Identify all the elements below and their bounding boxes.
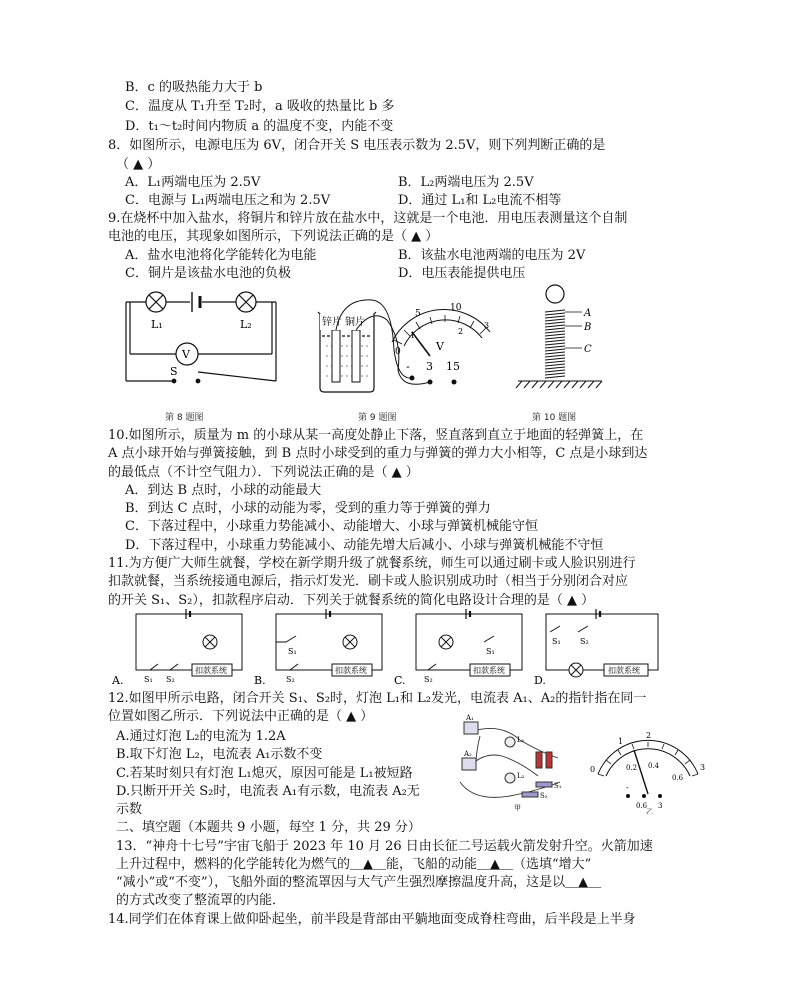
terminal-3: 3 <box>658 802 663 810</box>
dial-tick-5: 5 <box>415 309 421 319</box>
fig9-caption: 第 9 题图 <box>358 413 397 423</box>
battery-icon <box>192 292 200 312</box>
q9-option-d: D．电压表能提供电压 <box>398 266 526 281</box>
q13-stem-2: 上升过程中，燃料的化学能转化为燃气的＿▲＿能，飞船的动能＿▲＿（选填“增大” <box>116 857 592 872</box>
q8-stem: 8．如图所示，电源电压为 6V，闭合开关 S 电压表示数为 2.5V，则下列判断正确的是 <box>108 138 606 153</box>
dial-scale-06: 0.6 <box>672 774 684 782</box>
point-c-label: C <box>584 344 592 355</box>
q12-option-d: D.只断开开关 S₂时，电流表 A₁有示数，电流表 A₂无 <box>116 784 420 799</box>
circuit-option-d <box>546 609 658 677</box>
switch-s1-icon <box>536 782 552 787</box>
q8-option-b: B．L₂两端电压为 2.5V <box>398 175 534 190</box>
dial-tick-1: 1 <box>410 331 416 340</box>
dial-scale-1: 1 <box>618 737 624 746</box>
option-a-system-label: 扣款系统 <box>195 666 227 675</box>
lamp-l1-label: L₁ <box>151 318 163 331</box>
fig8-circuit-diagram <box>118 284 288 396</box>
q12-option-a: A.通过灯泡 L₂的电流为 1.2A <box>116 729 286 744</box>
lamp-l2-icon <box>505 773 515 783</box>
q11-stem-1: 11.为方便广大师生就餐，学校在新学期升级了就餐系统，师生可以通过刷卡或人脸识别进行 <box>108 556 636 571</box>
battery-2-icon <box>546 752 552 768</box>
terminal-minus-label: - <box>406 360 410 373</box>
lamp-l1-icon <box>146 292 166 312</box>
copper-plate-icon <box>352 330 360 382</box>
q9-stem-2: 电池的电压，其现象如图所示，下列说法正确的是（ ▲ ） <box>108 229 439 244</box>
spring-icon <box>545 310 565 378</box>
fig8-caption: 第 8 题图 <box>165 413 204 423</box>
q12-option-b: B.取下灯泡 L₂，电流表 A₁示数不变 <box>116 747 323 762</box>
option-d-s2-label: S₂ <box>580 637 589 646</box>
fig10-spring-ball-diagram <box>510 282 610 394</box>
terminal-06: 0.6 <box>636 802 648 810</box>
q10-stem-1: 10.如图所示，质量为 m 的小球从某一高度处静止下落，竖直落到直立于地面的轻弹簧上，在 <box>108 428 644 443</box>
switch-s2-label: S₂ <box>540 792 548 800</box>
voltmeter-label: V <box>182 348 190 361</box>
figure-yi-label: 乙 <box>646 808 653 814</box>
q7-option-d: D．t₁～t₂时间内物质 a 的温度不变，内能不变 <box>125 119 394 134</box>
q7-option-c: C．温度从 T₁升至 T₂时，a 吸收的热量比 b 多 <box>125 99 395 114</box>
zinc-label: 锌片 <box>322 317 342 328</box>
option-a-s1-label: S₁ <box>144 675 153 684</box>
q14-stem-1: 14.同学们在体育课上做仰卧起坐，前半段是背部由平躺地面变成脊柱弯曲，后半段是上半身 <box>108 912 636 927</box>
q8-answer-blank: （ ▲ ） <box>116 157 161 172</box>
dial-scale-04: 0.4 <box>648 762 660 770</box>
needle <box>634 750 648 794</box>
option-d-system-label: 扣款系统 <box>608 666 640 675</box>
q7-option-b: B．c 的吸热能力大于 b <box>125 80 263 95</box>
lamp-l2-label: L₂ <box>240 318 252 331</box>
option-c-label: C. <box>394 674 406 686</box>
option-b-s2-label: S₂ <box>286 675 295 684</box>
switch-s-icon <box>172 379 200 383</box>
lamp-l1-icon <box>505 737 515 747</box>
q8-option-c: C．电源与 L₁两端电压之和为 2.5V <box>125 193 331 208</box>
q11-stem-2: 扣款就餐，当系统接通电源后，指示灯发光．刷卡或人脸识别成功时（相当于分别闭合对应 <box>108 574 629 589</box>
dial-tick-3: 3 <box>484 321 490 330</box>
switch-s2-icon <box>522 792 538 797</box>
q9-stem-1: 9.在烧杯中加入盐水，将铜片和锌片放在盐水中，这就是一个电池．用电压表测量这个自制 <box>108 211 628 226</box>
terminal-3-label: 3 <box>426 360 433 373</box>
q10-option-c: C．下落过程中，小球重力势能减小、动能增大、小球与弹簧机械能守恒 <box>125 519 538 534</box>
q12-option-c: C.若某时刻只有灯泡 L₁熄灭，原因可能是 L₁被短路 <box>116 766 413 781</box>
dial-tick-10: 10 <box>450 303 462 313</box>
dial-tick-2: 2 <box>458 327 464 336</box>
ball-icon <box>546 285 564 303</box>
switch-s-label: S <box>170 365 178 378</box>
option-b-label: B. <box>254 674 266 686</box>
dial-scale-3: 3 <box>700 763 706 772</box>
ammeter-a2-label: A₂ <box>464 750 472 758</box>
option-b-s1-label: S₁ <box>288 647 297 656</box>
circuit-option-c <box>416 609 522 676</box>
option-c-s1-label: S₁ <box>486 647 495 656</box>
lamp-l2-icon <box>236 292 256 312</box>
fig12-yi-ammeter-dial <box>588 730 708 814</box>
fig10-caption: 第 10 题图 <box>532 413 577 423</box>
lamp-l2-label: L₂ <box>517 772 525 780</box>
dial-unit-label: V <box>436 340 444 353</box>
point-b-label: B <box>584 322 592 333</box>
q9-option-a: A．盐水电池将化学能转化为电能 <box>125 248 317 263</box>
option-d-label: D. <box>534 674 546 686</box>
ground-icon <box>516 381 602 388</box>
ammeter-a1-icon <box>464 722 478 734</box>
q9-option-b: B．该盐水电池两端的电压为 2V <box>398 248 586 263</box>
fig12-jia-circuit-photo <box>440 712 580 812</box>
q13-stem-4: 的方式改变了整流罩的内能． <box>116 893 286 908</box>
option-c-s2-label: S₂ <box>424 675 433 684</box>
dial-tick-0: 0 <box>395 347 401 357</box>
switch-s1-label: S₁ <box>554 782 562 790</box>
q9-option-c: C．铜片是该盐水电池的负极 <box>125 266 291 281</box>
ammeter-a1-label: A₁ <box>466 714 474 722</box>
fig9-saltwater-battery-diagram <box>312 290 497 402</box>
zinc-plate-icon <box>332 330 340 382</box>
point-a-label: A <box>584 308 592 319</box>
q10-stem-3: 的最低点（不计空气阻力）．下列说法正确的是（ ▲ ） <box>108 465 419 480</box>
q13-stem-1: 13．“神舟十七号”宇宙飞船于 2023 年 10 月 26 日由长征二号运载火箭发射升空。火箭加速 <box>116 839 653 854</box>
section-two-heading: 二、填空题（本题共 9 小题，每空 1 分，共 29 分） <box>116 820 421 835</box>
q11-stem-3: 的开关 S₁、S₂），扣款程序启动．下列关于就餐系统的简化电路设计合理的是（ ▲ ） <box>108 593 595 608</box>
q10-stem-2: A 点小球开始与弹簧接触，到 B 点时小球受到的重力与弹簧的弹力大小相等，C 点是小球到达 <box>108 446 648 461</box>
lamp-l1-label: L₁ <box>517 736 525 744</box>
battery-1-icon <box>536 752 542 768</box>
ammeter-a2-icon <box>462 758 476 770</box>
copper-label: 铜片 <box>345 317 365 328</box>
figure-jia-label: 甲 <box>514 804 521 812</box>
fig11-option-circuits <box>110 608 670 686</box>
dial-scale-0: 0 <box>590 765 596 774</box>
q10-option-a: A．到达 B 点时，小球的动能最大 <box>125 483 322 498</box>
q13-stem-3: “减小”或“不变”），飞船外面的整流罩因与大气产生强烈摩擦温度升高，这是以＿▲＿ <box>116 875 602 890</box>
q12-option-d-cont: 示数 <box>116 802 143 817</box>
dial-scale-2: 2 <box>646 731 652 740</box>
q8-option-d: D．通过 L₁和 L₂电流不相等 <box>398 193 562 208</box>
terminal-15-label: 15 <box>446 360 460 373</box>
option-b-system-label: 扣款系统 <box>335 666 367 675</box>
q12-stem-2: 位置如图乙所示．下列说法中正确的是（ ▲ ） <box>108 709 374 724</box>
option-d-s1-label: S₁ <box>552 637 561 646</box>
q10-option-b: B．到达 C 点时，小球的动能为零，受到的重力等于弹簧的弹力 <box>125 501 491 516</box>
option-c-system-label: 扣款系统 <box>473 666 505 675</box>
dial-scale-02: 0.2 <box>626 764 638 772</box>
option-a-label: A. <box>112 674 124 686</box>
option-a-s2-label: S₂ <box>166 675 175 684</box>
q12-stem-1: 12.如图甲所示电路，闭合开关 S₁、S₂时，灯泡 L₁和 L₂发光，电流表 A₁、A₂的指针指在同一 <box>108 691 647 706</box>
q8-option-a: A．L₁两端电压为 2.5V <box>125 175 261 190</box>
q10-option-d: D．下落过程中，小球重力势能减小、动能先增大后减小、小球与弹簧机械能不守恒 <box>125 538 604 553</box>
terminal-minus: - <box>626 783 629 792</box>
